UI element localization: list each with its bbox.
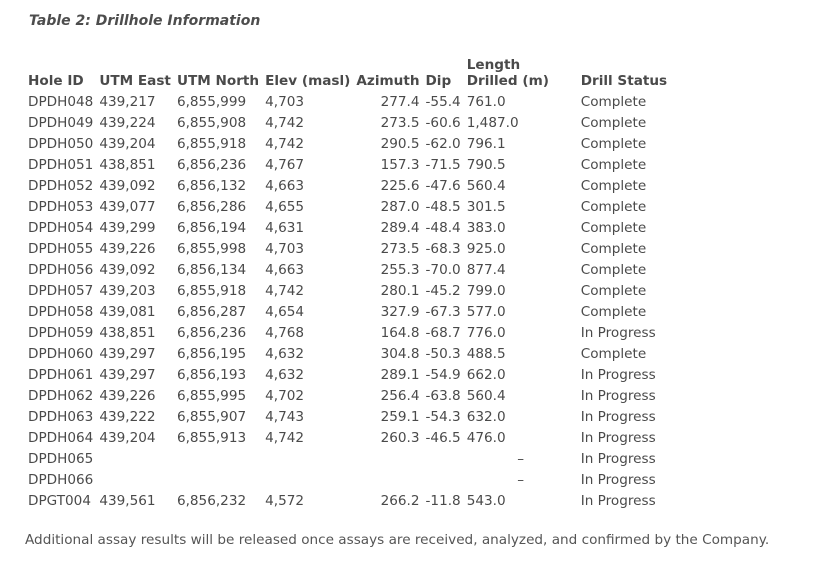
cell-utm-east: 439,081 (99, 304, 156, 320)
cell-hole-id: DPDH058 (28, 304, 94, 320)
cell-utm-north: 6,855,913 (176, 430, 247, 446)
cell-dip: -11.8 (425, 493, 461, 509)
table-row (25, 428, 670, 449)
table-row (25, 344, 670, 365)
cell-length-drilled: 925.0 (466, 241, 506, 257)
cell-utm-north: 6,855,918 (176, 283, 247, 299)
table-row (25, 470, 670, 491)
header-azimuth: Azimuth (356, 73, 420, 89)
cell-length-drilled: 776.0 (466, 325, 506, 341)
cell-utm-east: 439,204 (99, 136, 156, 152)
cell-dip (423, 470, 464, 491)
header-hole-id: Hole ID (28, 73, 84, 89)
cell-length-drilled: 790.5 (466, 157, 506, 173)
cell-hole-id: DPDH057 (28, 283, 94, 299)
cell-length-drilled: 632.0 (466, 409, 506, 425)
cell-length-drilled: 488.5 (466, 346, 506, 362)
cell-drill-status: In Progress (580, 472, 656, 488)
cell-utm-east: 439,092 (99, 262, 156, 278)
cell-azimuth: 256.4 (380, 388, 420, 404)
cell-drill-status: Complete (580, 157, 647, 173)
cell-azimuth: 157.3 (380, 157, 420, 173)
cell-drill-status: Complete (580, 220, 647, 236)
table-row (25, 260, 670, 281)
cell-utm-east: 439,204 (99, 430, 156, 446)
cell-dip: -54.9 (425, 367, 461, 383)
cell-utm-east: 439,226 (99, 388, 156, 404)
cell-dip: -54.3 (425, 409, 461, 425)
cell-utm-east (96, 449, 174, 470)
table-row (25, 323, 670, 344)
cell-azimuth: 255.3 (380, 262, 420, 278)
cell-dip: -45.2 (425, 283, 461, 299)
cell-length-drilled: 799.0 (466, 283, 506, 299)
table-row (25, 113, 670, 134)
cell-utm-north: 6,855,995 (176, 388, 247, 404)
cell-dip: -71.5 (425, 157, 461, 173)
cell-drill-status: Complete (580, 178, 647, 194)
cell-utm-north: 6,855,998 (176, 241, 247, 257)
table-row (25, 386, 670, 407)
cell-azimuth: 290.5 (380, 136, 420, 152)
cell-utm-north: 6,856,236 (176, 157, 247, 173)
cell-utm-north: 6,856,193 (176, 367, 247, 383)
cell-azimuth: 260.3 (380, 430, 420, 446)
cell-dip: -68.7 (425, 325, 461, 341)
cell-drill-status: Complete (580, 115, 647, 131)
cell-utm-north: 6,855,907 (176, 409, 247, 425)
cell-elev (262, 449, 353, 470)
table-row (25, 407, 670, 428)
cell-utm-north: 6,856,287 (176, 304, 247, 320)
cell-utm-east: 439,224 (99, 115, 156, 131)
header-elev: Elev (masl) (265, 73, 351, 89)
cell-utm-north: 6,855,908 (176, 115, 247, 131)
cell-elev: 4,655 (265, 199, 305, 215)
table-row (25, 155, 670, 176)
cell-dip: -60.6 (425, 115, 461, 131)
cell-drill-status: Complete (580, 94, 647, 110)
cell-hole-id: DPDH048 (28, 94, 94, 110)
cell-drill-status: In Progress (580, 430, 656, 446)
cell-elev: 4,742 (265, 430, 305, 446)
cell-utm-north: 6,856,194 (176, 220, 247, 236)
cell-length-drilled: 761.0 (466, 94, 506, 110)
cell-length-drilled: 543.0 (466, 493, 506, 509)
table-row (25, 176, 670, 197)
cell-utm-east: 439,077 (99, 199, 156, 215)
cell-hole-id: DPDH050 (28, 136, 94, 152)
cell-utm-east: 439,561 (99, 493, 156, 509)
cell-utm-north: 6,856,134 (176, 262, 247, 278)
drillhole-table (25, 51, 670, 512)
cell-dip: -47.6 (425, 178, 461, 194)
cell-length-drilled: 796.1 (466, 136, 506, 152)
cell-utm-east: 439,297 (99, 346, 156, 362)
cell-utm-east: 439,092 (99, 178, 156, 194)
cell-azimuth: 273.5 (380, 115, 420, 131)
cell-length-drilled: 476.0 (466, 430, 506, 446)
cell-hole-id: DPDH056 (28, 262, 94, 278)
cell-length-drilled: 577.0 (466, 304, 506, 320)
cell-hole-id: DPDH065 (28, 451, 94, 467)
cell-utm-north: 6,856,286 (176, 199, 247, 215)
cell-dip: -48.5 (425, 199, 461, 215)
cell-utm-east: 439,203 (99, 283, 156, 299)
cell-drill-status: Complete (580, 346, 647, 362)
cell-utm-east: 438,851 (99, 157, 156, 173)
cell-hole-id: DPDH061 (28, 367, 94, 383)
cell-utm-east: 439,299 (99, 220, 156, 236)
cell-azimuth: 304.8 (380, 346, 420, 362)
cell-elev (262, 470, 353, 491)
cell-drill-status: Complete (580, 262, 647, 278)
cell-hole-id: DPDH054 (28, 220, 94, 236)
cell-length-drilled: 662.0 (466, 367, 506, 383)
cell-hole-id: DPDH055 (28, 241, 94, 257)
table-row (25, 134, 670, 155)
table-row (25, 365, 670, 386)
cell-utm-north (174, 470, 262, 491)
cell-hole-id: DPDH060 (28, 346, 94, 362)
cell-azimuth: 266.2 (380, 493, 420, 509)
cell-dip: -67.3 (425, 304, 461, 320)
header-dip: Dip (425, 73, 452, 89)
header-length-drilled: Length Drilled (m) (466, 57, 549, 89)
cell-utm-north: 6,855,918 (176, 136, 247, 152)
cell-length-drilled: 383.0 (466, 220, 506, 236)
cell-utm-north: 6,856,236 (176, 325, 247, 341)
cell-azimuth: 287.0 (380, 199, 420, 215)
cell-dip (423, 449, 464, 470)
cell-elev: 4,767 (265, 157, 305, 173)
cell-hole-id: DPDH063 (28, 409, 94, 425)
cell-dip: -50.3 (425, 346, 461, 362)
cell-elev: 4,702 (265, 388, 305, 404)
cell-length-drilled: – (517, 451, 525, 467)
cell-drill-status: In Progress (580, 367, 656, 383)
cell-utm-north (174, 449, 262, 470)
cell-drill-status: In Progress (580, 409, 656, 425)
cell-dip: -68.3 (425, 241, 461, 257)
cell-drill-status: In Progress (580, 325, 656, 341)
cell-hole-id: DPDH051 (28, 157, 94, 173)
cell-hole-id: DPDH052 (28, 178, 94, 194)
header-drill-status: Drill Status (580, 73, 668, 89)
cell-elev: 4,703 (265, 94, 305, 110)
cell-hole-id: DPDH049 (28, 115, 94, 131)
table-header-row (25, 51, 670, 92)
cell-elev: 4,663 (265, 262, 305, 278)
cell-utm-east: 439,297 (99, 367, 156, 383)
cell-dip: -63.8 (425, 388, 461, 404)
cell-drill-status: In Progress (580, 493, 656, 509)
cell-drill-status: Complete (580, 304, 647, 320)
cell-elev: 4,632 (265, 346, 305, 362)
cell-elev: 4,742 (265, 115, 305, 131)
cell-length-drilled: 877.4 (466, 262, 506, 278)
cell-utm-east: 439,226 (99, 241, 156, 257)
cell-dip: -62.0 (425, 136, 461, 152)
cell-length-drilled: 301.5 (466, 199, 506, 215)
table-row (25, 197, 670, 218)
cell-length-drilled: 560.4 (466, 178, 506, 194)
cell-length-drilled: – (517, 472, 525, 488)
cell-dip: -48.4 (425, 220, 461, 236)
cell-azimuth: 289.1 (380, 367, 420, 383)
cell-utm-east: 439,217 (99, 94, 156, 110)
cell-length-drilled: 1,487.0 (466, 115, 519, 131)
cell-azimuth: 164.8 (380, 325, 420, 341)
cell-hole-id: DPDH062 (28, 388, 94, 404)
table-row (25, 92, 670, 113)
cell-utm-north: 6,856,232 (176, 493, 247, 509)
cell-elev: 4,768 (265, 325, 305, 341)
cell-hole-id: DPGT004 (28, 493, 91, 509)
cell-utm-east: 438,851 (99, 325, 156, 341)
header-utm-north: UTM North (176, 73, 260, 89)
cell-azimuth: 289.4 (380, 220, 420, 236)
table-row (25, 218, 670, 239)
table-caption: Table 2: Drillhole Information (29, 13, 261, 29)
table-row (25, 239, 670, 260)
table-row (25, 281, 670, 302)
cell-azimuth: 259.1 (380, 409, 420, 425)
cell-utm-north: 6,856,195 (176, 346, 247, 362)
footnote: Additional assay results will be released once assays are received, analyzed, and confirmed by the Company. (25, 532, 770, 548)
cell-hole-id: DPDH064 (28, 430, 94, 446)
cell-utm-north: 6,855,999 (176, 94, 247, 110)
cell-utm-east (96, 470, 174, 491)
cell-dip: -46.5 (425, 430, 461, 446)
cell-hole-id: DPDH053 (28, 199, 94, 215)
cell-azimuth (353, 449, 422, 470)
cell-length-drilled: 560.4 (466, 388, 506, 404)
cell-elev: 4,742 (265, 136, 305, 152)
table-row (25, 449, 670, 470)
cell-utm-east: 439,222 (99, 409, 156, 425)
cell-azimuth: 277.4 (380, 94, 420, 110)
cell-drill-status: In Progress (580, 388, 656, 404)
cell-drill-status: Complete (580, 199, 647, 215)
cell-azimuth (353, 470, 422, 491)
cell-dip: -70.0 (425, 262, 461, 278)
cell-drill-status: Complete (580, 283, 647, 299)
cell-azimuth: 225.6 (380, 178, 420, 194)
cell-drill-status: In Progress (580, 451, 656, 467)
table-row (25, 491, 670, 512)
cell-azimuth: 273.5 (380, 241, 420, 257)
cell-drill-status: Complete (580, 136, 647, 152)
cell-elev: 4,743 (265, 409, 305, 425)
cell-azimuth: 280.1 (380, 283, 420, 299)
cell-utm-north: 6,856,132 (176, 178, 247, 194)
table-row (25, 302, 670, 323)
header-utm-east: UTM East (99, 73, 171, 89)
cell-dip: -55.4 (425, 94, 461, 110)
cell-elev: 4,742 (265, 283, 305, 299)
cell-hole-id: DPDH066 (28, 472, 94, 488)
cell-elev: 4,572 (265, 493, 305, 509)
cell-elev: 4,654 (265, 304, 305, 320)
cell-elev: 4,703 (265, 241, 305, 257)
cell-azimuth: 327.9 (380, 304, 420, 320)
cell-hole-id: DPDH059 (28, 325, 94, 341)
cell-elev: 4,631 (265, 220, 305, 236)
cell-drill-status: Complete (580, 241, 647, 257)
cell-elev: 4,632 (265, 367, 305, 383)
cell-elev: 4,663 (265, 178, 305, 194)
